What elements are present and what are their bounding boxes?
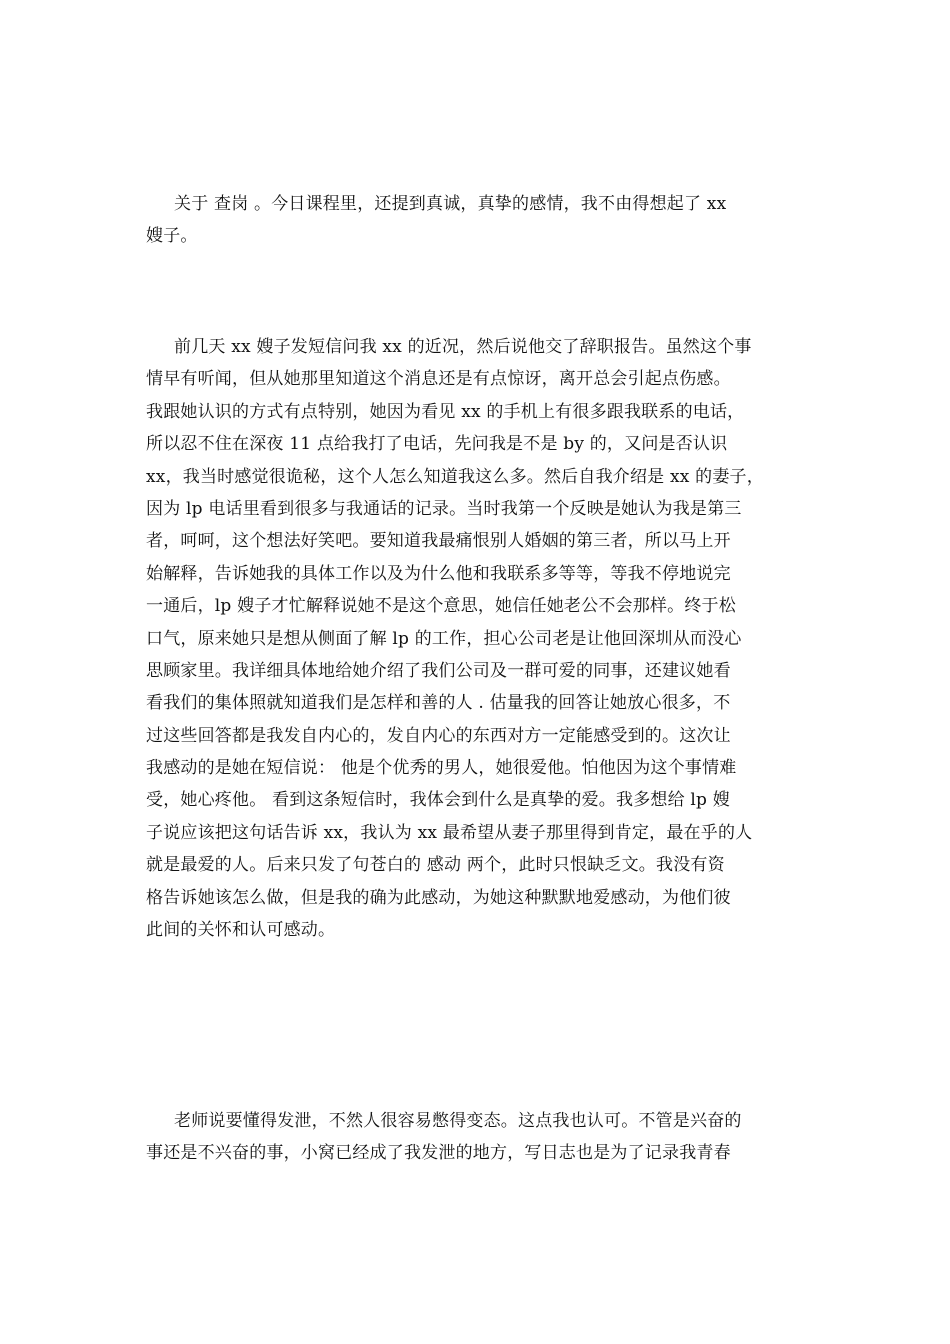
text-line: 一通后，lp 嫂子才忙解释说她不是这个意思，她信任她老公不会那样。终于松 — [146, 596, 736, 617]
paragraph-2 — [146, 331, 826, 946]
text-line: 此间的关怀和认可感动。 — [146, 920, 336, 941]
text-line: 者，呵呵，这个想法好笑吧。要知道我最痛恨别人婚姻的第三者，所以马上开 — [146, 531, 731, 552]
text-line: 嫂子。 — [146, 226, 198, 247]
text-line: 事还是不兴奋的事，小窝已经成了我发泄的地方，写日志也是为了记录我青春 — [146, 1143, 731, 1164]
paragraph-1 — [146, 188, 826, 253]
text-line: 前几天 xx 嫂子发短信问我 xx 的近况，然后说他交了辞职报告。虽然这个事 — [174, 337, 752, 357]
text-line: 就是最爱的人。后来只发了句苍白的 感动 两个，此时只恨缺乏文。我没有资 — [146, 855, 725, 876]
text-line: 所以忍不住在深夜 11 点给我打了电话，先问我是不是 by 的，又问是否认识 — [146, 434, 728, 455]
text-line: 情早有听闻，但从她那里知道这个消息还是有点惊讶，离开总会引起点伤感。 — [146, 369, 731, 390]
text-line: 受，她心疼他。 看到这条短信时，我体会到什么是真挚的爱。我多想给 lp 嫂 — [146, 790, 730, 811]
text-line: 过这些回答都是我发自内心的，发自内心的东西对方一定能感受到的。这次让 — [146, 725, 731, 746]
text-line: 始解释，告诉她我的具体工作以及为什么他和我联系多等等，等我不停地说完 — [146, 563, 731, 584]
text-line: xx，我当时感觉很诡秘，这个人怎么知道我这么多。然后自我介绍是 xx 的妻子， — [146, 466, 764, 487]
text-line: 看我们的集体照就知道我们是怎样和善的人 . 估量我的回答让她放心很多，不 — [146, 693, 731, 714]
paragraph-3 — [146, 1105, 826, 1170]
text-line: 我感动的是她在短信说： 他是个优秀的男人，她很爱他。怕他因为这个事情难 — [146, 758, 737, 779]
text-line: 老师说要懂得发泄，不然人很容易憋得变态。这点我也认可。不管是兴奋的 — [174, 1111, 742, 1131]
text-line: 关于 查岗 。今日课程里，还提到真诚，真挚的感情，我不由得想起了 xx — [174, 194, 727, 214]
text-line: 我跟她认识的方式有点特别，她因为看见 xx 的手机上有很多跟我联系的电话， — [146, 401, 745, 422]
text-line: 格告诉她该怎么做，但是我的确为此感动，为她这种默默地爱感动，为他们彼 — [146, 887, 731, 908]
text-line: 思顾家里。我详细具体地给她介绍了我们公司及一群可爱的同事，还建议她看 — [146, 660, 731, 681]
text-line: 口气，原来她只是想从侧面了解 lp 的工作，担心公司老是让他回深圳从而没心 — [146, 628, 742, 649]
text-line: 子说应该把这句话告诉 xx，我认为 xx 最希望从妻子那里得到肯定，最在乎的人 — [146, 822, 753, 843]
text-line: 因为 lp 电话里看到很多与我通话的记录。当时我第一个反映是她认为我是第三 — [146, 498, 742, 519]
